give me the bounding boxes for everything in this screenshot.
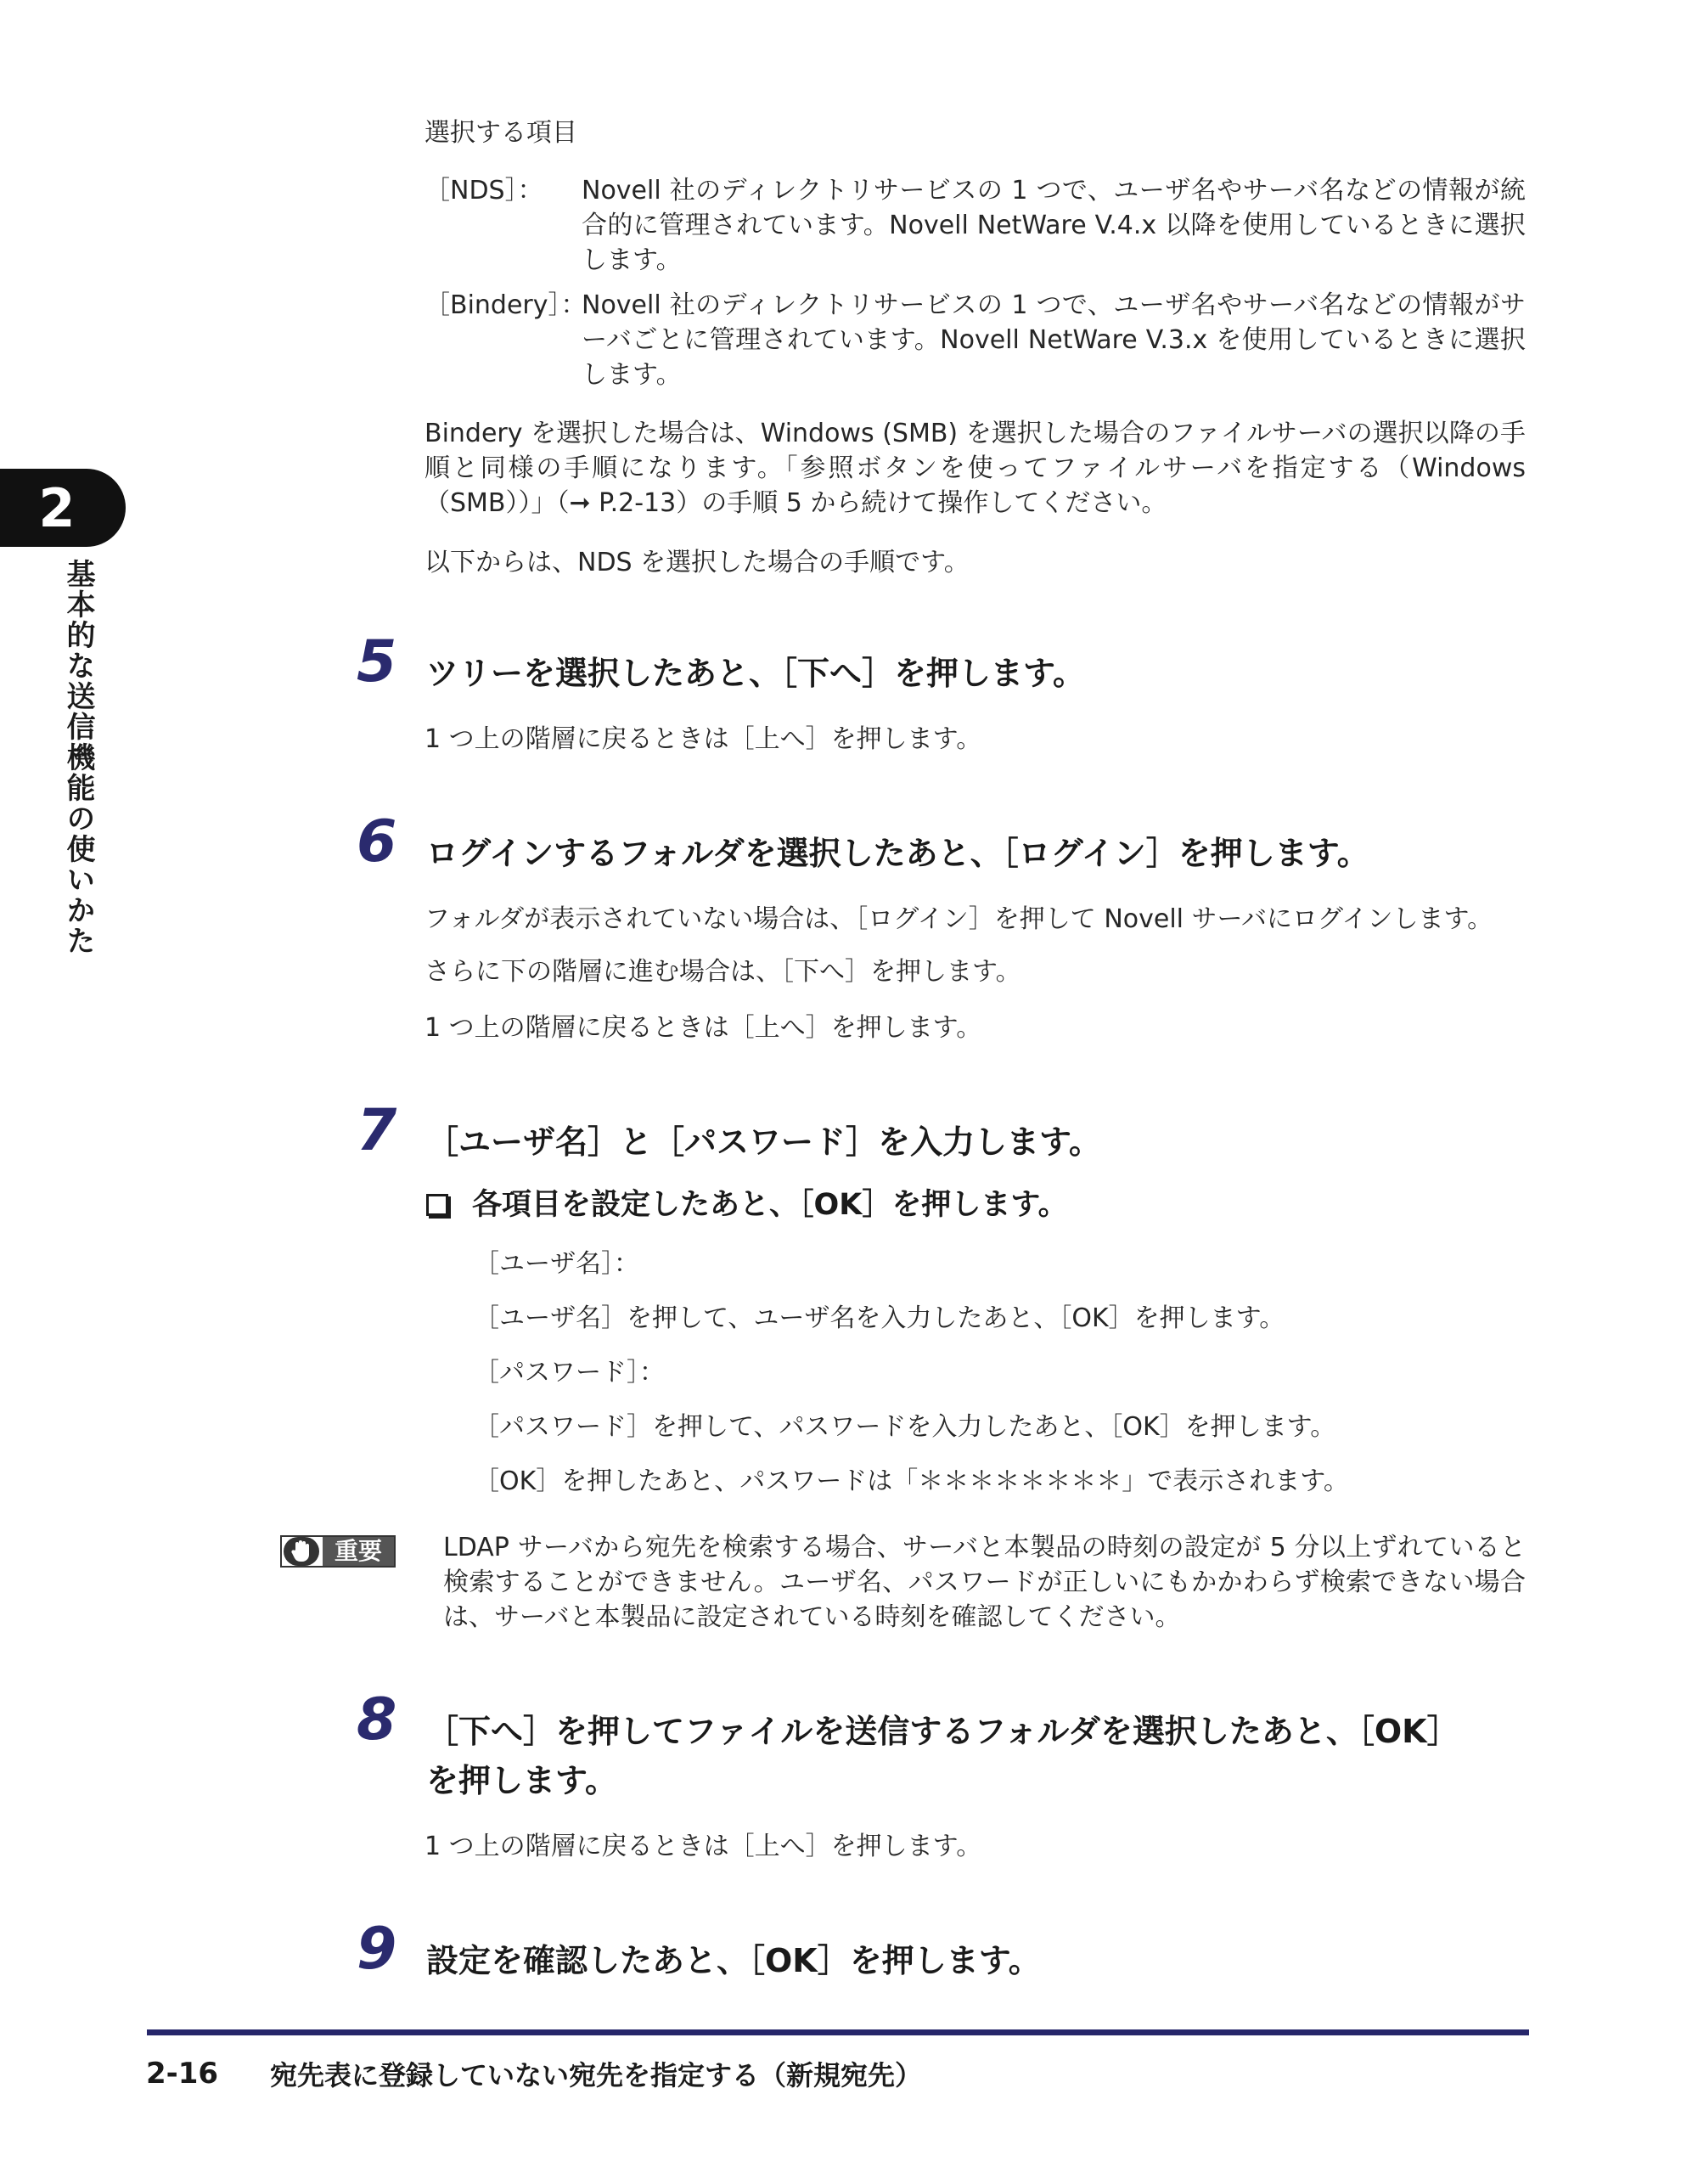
important-badge (280, 1535, 396, 1568)
chapter-number: 2 (38, 476, 76, 539)
step-8-number: 8 (357, 1686, 397, 1753)
hand-stop-icon (284, 1537, 319, 1566)
option-key-bindery: ［Bindery］： (424, 290, 587, 320)
hand-stop-icon-svg (290, 1539, 312, 1563)
step-8-note: 1 つ上の階層に戻るときは［上へ］を押します。 (424, 1832, 982, 1861)
checkbox-icon (426, 1194, 448, 1216)
step-5-note: 1 つ上の階層に戻るときは［上へ］を押します。 (424, 724, 982, 754)
step-5-title: ツリーを選択したあと、［下へ］を押します。 (426, 655, 1085, 692)
chapter-title: 基本的な送信機能の使いかた (61, 559, 95, 956)
step-6-line-3: 1 つ上の階層に戻るときは［上へ］を押します。 (424, 1013, 982, 1043)
step-6-line-2: さらに下の階層に進む場合は、［下へ］を押します。 (424, 957, 1021, 987)
step-8-title: ［下へ］を押してファイルを送信するフォルダを選択したあと、［OK］を押します。 (426, 1713, 1459, 1799)
important-text: LDAP サーバから宛先を検索する場合、サーバと本製品の時刻の設定が 5 分以上ずれていると検索することができません。ユーザ名、パスワードが正しいにもかかわらず検索できない場合は、サーバと本製品に設定されている時刻を確認してください。 (443, 1533, 1526, 1632)
option-key-nds: ［NDS］： (424, 176, 543, 205)
step-6-title: ログインするフォルダを選択したあと、［ログイン］を押します。 (426, 835, 1369, 872)
options-heading: 選択する項目 (424, 118, 577, 148)
step-7-line-3: ［パスワード］： (474, 1358, 665, 1388)
step-7-line-5: ［OK］を押したあと、パスワードは「＊＊＊＊＊＊＊＊」で表示されます。 (474, 1466, 1349, 1496)
step-7-title: ［ユーザ名］と［パスワード］を入力します。 (426, 1123, 1101, 1161)
step-7-line-4: ［パスワード］を押して、パスワードを入力したあと、［OK］を押します。 (474, 1412, 1336, 1442)
bindery-note: Bindery を選択した場合は、Windows (SMB) を選択した場合のファイルサーバの選択以降の手順と同様の手順になります。「参照ボタンを使ってファイルサーバを指定する（Windows（SMB））」（➞ P.2-13）の手順 5 から続けて操作してください。 (424, 419, 1526, 518)
step-9-title: 設定を確認したあと、［OK］を押します。 (426, 1942, 1041, 1979)
footer-rule (147, 2029, 1529, 2035)
step-7-subtitle: 各項目を設定したあと、［OK］を押します。 (472, 1188, 1068, 1222)
step-7-number: 7 (357, 1097, 397, 1164)
option-desc-bindery: Novell 社のディレクトリサービスの 1 つで、ユーザ名やサーバ名などの情報がサーバごとに管理されています。Novell NetWare V.3.x を使用しているときに選択します。 (582, 290, 1526, 390)
nds-note: 以下からは、NDS を選択した場合の手順です。 (424, 548, 970, 577)
step-6-number: 6 (357, 808, 397, 875)
step-7-line-1: ［ユーザ名］： (474, 1249, 639, 1279)
option-desc-nds: Novell 社のディレクトリサービスの 1 つで、ユーザ名やサーバ名などの情報が統合的に管理されています。Novell NetWare V.4.x 以降を使用しているときに選択します。 (582, 176, 1526, 275)
step-5-number: 5 (357, 628, 397, 695)
important-label: 重要 (323, 1537, 394, 1566)
chapter-tab (0, 469, 126, 547)
step-6-line-1: フォルダが表示されていない場合は、［ログイン］を押して Novell サーバにログインします。 (424, 904, 1493, 934)
footer-section-title: 宛先表に登録していない宛先を指定する（新規宛先） (270, 2059, 923, 2091)
step-7-line-2: ［ユーザ名］を押して、ユーザ名を入力したあと、［OK］を押します。 (474, 1303, 1285, 1333)
page-number: 2-16 (146, 2057, 219, 2091)
step-9-number: 9 (357, 1916, 397, 1983)
